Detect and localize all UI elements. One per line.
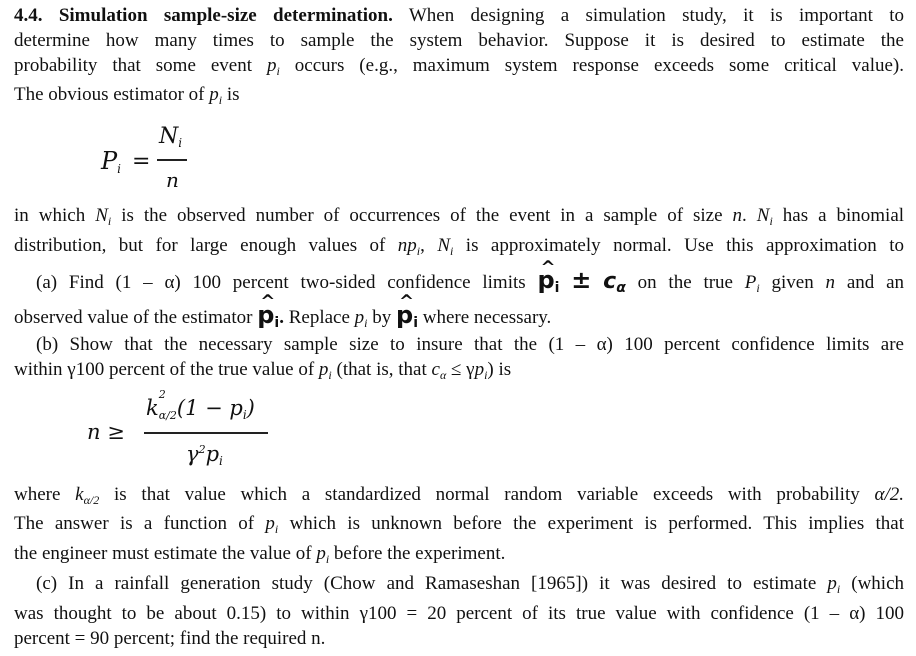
part-b-line-1: (b) Show that the necessary sample size to insure that the (1 – α) 100 percent confidence limits are — [36, 334, 904, 355]
eq2-numerator: k 2 $_{\alpha/2}(1 - p_i)$ — [146, 388, 255, 422]
p-hat-symbol: ^ $p_i$ — [537, 266, 559, 294]
intro-line-4: The obvious estimator of $p_i$ is — [14, 84, 240, 107]
eq1-denominator: n — [166, 168, 179, 192]
part-c-line-2: was thought to be about 0.15) to within γ100 = 20 percent of its true value with confidence (1 – α) 100 — [14, 603, 904, 624]
p-hat-symbol: ^ $p_i$ — [257, 301, 279, 329]
para3-line-1: where $k_{\alpha/2}$ is that value which a standardized normal random variable exceeds with probability α/2. — [14, 484, 904, 507]
eq1-lhs: $P_i$ — [101, 147, 121, 176]
para2-line-1: in which $N_i$ is the observed number of occurrences of the event in a sample of size n. $N_i$ has a binomial — [14, 205, 905, 228]
c-alpha-symbol: $c_\alpha$ — [603, 269, 626, 296]
eq1-fraction-bar — [157, 159, 187, 161]
p-hat-symbol: ^ $p_i$ — [396, 301, 418, 329]
intro-line-3: probability that some event $p_i$ occurs (e.g., maximum system response exceeds some critical value). — [14, 55, 905, 78]
eq2-fraction-bar — [144, 432, 268, 434]
eq1-equals: = — [132, 149, 151, 174]
intro-line-1: 4.4. Simulation sample-size determination. When designing a simulation study, it is important to — [14, 5, 904, 26]
eq2-denominator: $\gamma^2p_i$ — [186, 442, 223, 468]
eq1-numerator: $N_i$ — [159, 124, 183, 150]
problem-heading: 4.4. Simulation sample-size determination. — [14, 5, 393, 26]
para3-line-2: The answer is a function of $p_i$ which is unknown before the experiment is performed. This implies that — [14, 513, 905, 536]
plus-minus-symbol: ± — [571, 266, 592, 294]
part-a-line-1: (a) Find (1 – α) 100 percent two-sided confidence limits ^ $p_i \pm c_\alpha$ on the true $P_i$ given n and an — [36, 264, 904, 296]
para2-line-2: distribution, but for large enough values of $np_i$, $N_i$ is approximately normal. Use this approximation to — [14, 235, 904, 258]
part-a-line-2: observed value of the estimator ^ $p_i$. Replace $p_i$ by ^ $p_i$ where necessary. — [14, 300, 904, 330]
eq2-lhs: n ≥ — [87, 420, 125, 444]
part-b-line-2: within γ100 percent of the true value of $p_i$ (that is, that $c_\alpha \le \gamma p_i$) is — [14, 359, 512, 382]
para3-line-3: the engineer must estimate the value of $p_i$ before the experiment. — [14, 543, 506, 566]
part-c-line-3: percent = 90 percent; find the required n. — [14, 628, 326, 649]
intro-line-2: determine how many times to sample the system behavior. Suppose it is desired to estimate the — [14, 30, 904, 51]
part-c-line-1: (c) In a rainfall generation study (Chow and Ramaseshan [1965]) it was desired to estimate $p_i$ (which — [36, 573, 905, 596]
